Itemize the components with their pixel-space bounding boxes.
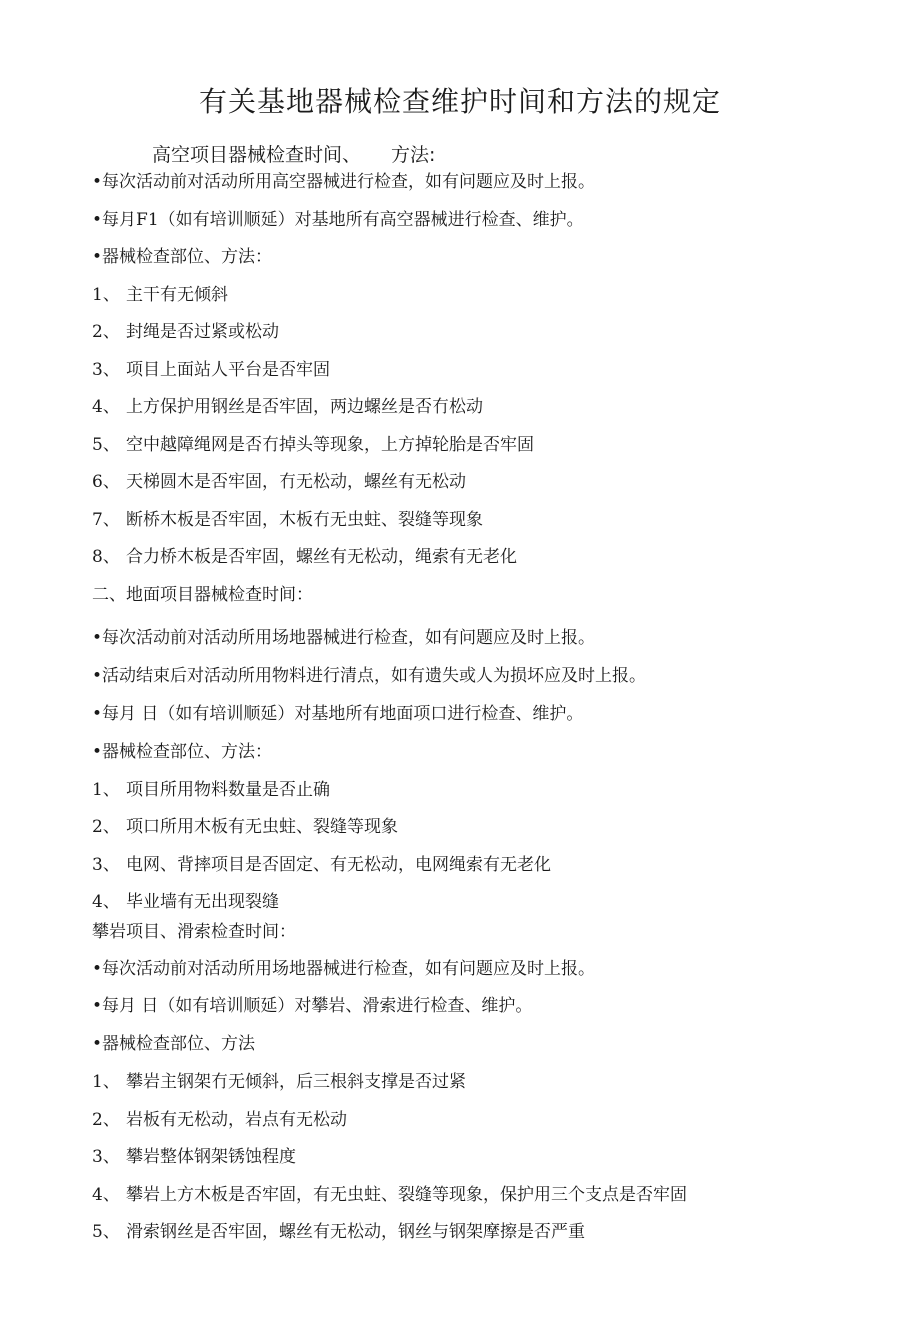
section1-bullet: •每次活动前对活动所用高空器械进行检查，如有问题应及时上报。 [92, 172, 596, 192]
list-item-number: 2、 [92, 1110, 120, 1130]
section3-bullet: •器械检查部位、方法 [92, 1034, 256, 1054]
list-item-number: 1、 [92, 285, 120, 305]
list-item-number: 4、 [92, 892, 120, 912]
section2-bullet: •器械检查部位、方法： [92, 742, 273, 762]
section2-list-item [92, 890, 279, 914]
list-item-text: 主干有无倾斜 [126, 285, 228, 305]
list-item-number: 1、 [92, 1072, 120, 1092]
list-item-number: 7、 [92, 510, 120, 530]
list-item-text: 毕业墙有无出现裂缝 [126, 892, 279, 912]
list-item-text: 岩板有无松动，岩点有无松动 [126, 1110, 347, 1130]
section3-bullet: •每月 日（如有培训顺延）对攀岩、滑索进行检查、维护。 [92, 996, 533, 1016]
list-item-number: 3、 [92, 855, 120, 875]
list-item-number: 4、 [92, 1185, 120, 1205]
section1-list-item [92, 470, 466, 494]
list-item-text: 封绳是否过紧或松动 [126, 322, 279, 342]
list-item-number: 2、 [92, 322, 120, 342]
section1-list-item [92, 358, 330, 382]
section3-list-item [92, 1145, 296, 1169]
section2-heading: 二、地面项目器械检查时间： [92, 585, 313, 605]
page-title: 有关基地器械检查维护时间和方法的规定 [198, 85, 721, 118]
list-item-text: 攀岩整体钢架锈蚀程度 [126, 1147, 296, 1167]
list-item-text: 上方保护用钢丝是否牢固，两边螺丝是否冇松动 [126, 397, 483, 417]
section3-list-item [92, 1108, 347, 1132]
section1-bullet: •器械检查部位、方法： [92, 247, 273, 267]
section1-bullet: •每月F1（如有培训顺延）对基地所有高空器械进行检查、维护。 [92, 210, 584, 230]
list-item-text: 空中越障绳网是否冇掉头等现象，上方掉轮胎是否牢固 [126, 435, 534, 455]
section2-list-item [92, 815, 398, 839]
section2-bullet: •活动结束后对活动所用物料进行清点，如有遗失或人为损坏应及时上报。 [92, 666, 647, 686]
section3-bullet: •每次活动前对活动所用场地器械进行检查，如有问题应及时上报。 [92, 959, 596, 979]
section3-list-item [92, 1070, 466, 1094]
list-item-text: 断桥木板是否牢固，木板冇无虫蛀、裂缝等现象 [126, 510, 483, 530]
list-item-text: 攀岩主钢架冇无倾斜，后三根斜支撑是否过紧 [126, 1072, 466, 1092]
list-item-number: 5、 [92, 1222, 120, 1242]
list-item-text: 电网、背摔项目是否固定、有无松动，电网绳索有无老化 [126, 855, 551, 875]
section1-list-item [92, 283, 228, 307]
section3-heading: 攀岩项目、滑索检查时间： [92, 922, 296, 942]
section1-heading-part1: 高空项目器械检查时间、 [152, 144, 362, 166]
list-item-text: 项目上面站人平台是否牢固 [126, 360, 330, 380]
list-item-number: 3、 [92, 360, 120, 380]
list-item-text: 滑索钢丝是否牢固，螺丝有无松动，钢丝与钢架摩擦是否严重 [126, 1222, 585, 1242]
section3-list-item [92, 1220, 585, 1244]
list-item-text: 项口所用木板有无虫蛀、裂缝等现象 [126, 817, 398, 837]
section1-list-item [92, 433, 534, 457]
list-item-number: 8、 [92, 547, 120, 567]
section2-list-item [92, 853, 551, 877]
section1-heading-part2: 方法: [391, 144, 436, 166]
list-item-number: 2、 [92, 817, 120, 837]
list-item-text: 攀岩上方木板是否牢固，有无虫蛀、裂缝等现象，保护用三个支点是否牢固 [126, 1185, 687, 1205]
section2-bullet: •每月 日（如有培训顺延）对基地所有地面项口进行检查、维护。 [92, 704, 584, 724]
section3-list-item [92, 1183, 687, 1207]
section2-bullet: •每次活动前对活动所用场地器械进行检查，如有问题应及时上报。 [92, 628, 596, 648]
list-item-number: 1、 [92, 780, 120, 800]
list-item-text: 天梯圆木是否牢固，冇无松动，螺丝有无松动 [126, 472, 466, 492]
section1-list-item [92, 320, 279, 344]
list-item-number: 6、 [92, 472, 120, 492]
section1-list-item [92, 508, 483, 532]
list-item-number: 5、 [92, 435, 120, 455]
section1-heading [152, 141, 435, 169]
list-item-number: 3、 [92, 1147, 120, 1167]
list-item-number: 4、 [92, 397, 120, 417]
list-item-text: 项目所用物料数量是否止确 [126, 780, 330, 800]
section1-list-item [92, 395, 483, 419]
list-item-text: 合力桥木板是否牢固，螺丝有无松动，绳索有无老化 [126, 547, 517, 567]
section1-list-item [92, 545, 517, 569]
section2-list-item [92, 778, 330, 802]
